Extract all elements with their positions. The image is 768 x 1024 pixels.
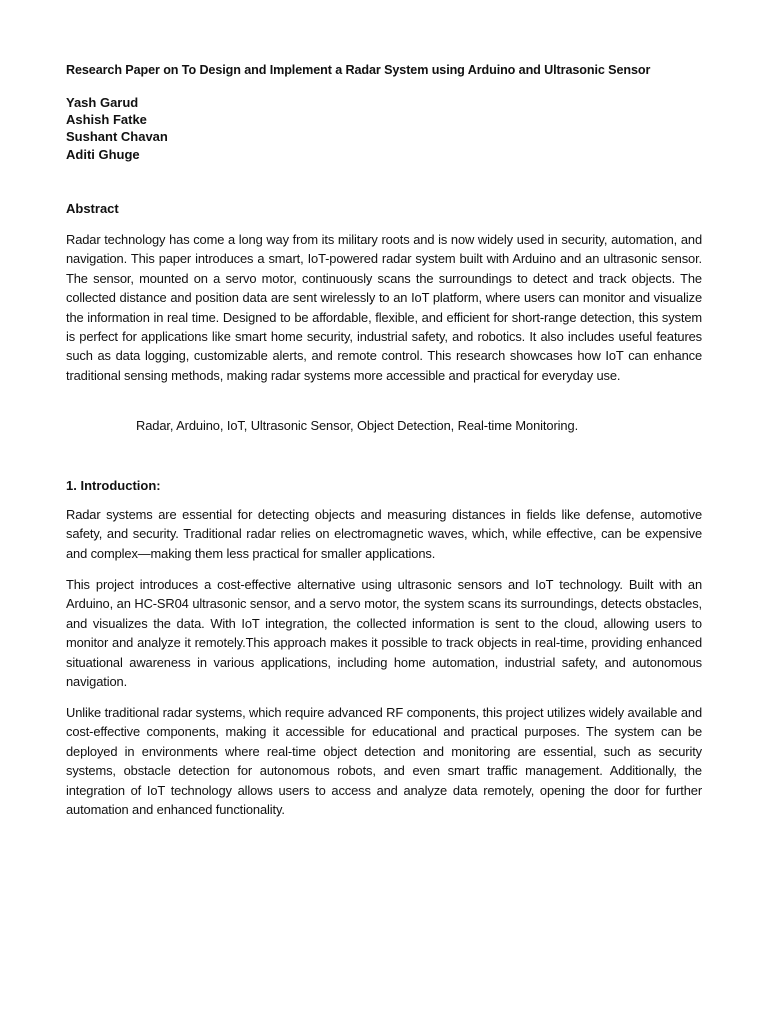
- introduction-paragraph-1: Radar systems are essential for detecting objects and measuring distances in fields like defense, automotive safety, and security. Traditional radar relies on electromagnetic waves, which, while effective, can be expensive and complex—making them less practical for smaller applications.: [66, 507, 702, 561]
- abstract-paragraph: Radar technology has come a long way from its military roots and is now widely used in security, automation, and navigation. This paper introduces a smart, IoT-powered radar system built with Arduino and an ultrasonic sensor. The sensor, mounted on a servo motor, continuously scans the surroundings to detect and track objects. The collected distance and position data are sent wirelessly to an IoT platform, where users can monitor and visualize the information in real time. Designed to be affordable, flexible, and efficient for short-range detection, this system is perfect for applications like smart home security, industrial safety, and robotics. It also includes useful features such as data logging, customizable alerts, and remote control. This research showcases how IoT can enhance traditional sensing methods, making radar systems more accessible and practical for everyday use.: [66, 232, 702, 383]
- paper-title: Research Paper on To Design and Implement a Radar System using Arduino and Ultrasonic Sensor: [66, 63, 651, 77]
- author-name: Ashish Fatke: [66, 112, 147, 128]
- introduction-paragraph-3: Unlike traditional radar systems, which require advanced RF components, this project utilizes widely available and cost-effective components, making it accessible for educational and practical purposes. The system can be deployed in environments where real-time object detection and monitoring are essential, such as security systems, obstacle detection for autonomous robots, and even smart traffic management. Additionally, the integration of IoT technology allows users to access and analyze data remotely, opening the door for further automation and enhanced functionality.: [66, 705, 702, 818]
- author-name: Aditi Ghuge: [66, 146, 140, 162]
- author-name: Sushant Chavan: [66, 129, 168, 145]
- introduction-heading: 1. Introduction:: [66, 478, 161, 493]
- author-list: [66, 94, 168, 163]
- abstract-heading: Abstract: [66, 201, 119, 216]
- keywords-line: Radar, Arduino, IoT, Ultrasonic Sensor, Object Detection, Real-time Monitoring.: [136, 418, 579, 433]
- author-name: Yash Garud: [66, 95, 139, 110]
- introduction-paragraph-2: This project introduces a cost-effective alternative using ultrasonic sensors and IoT technology. Built with an Arduino, an HC-SR04 ultrasonic sensor, and a servo motor, the system scans its surroundings, detects obstacles, and visualizes the data. With IoT integration, the collected information is sent to the cloud, allowing users to monitor and analyze it remotely.This approach makes it possible to track objects in real-time, providing enhanced situational awareness in various applications, including home automation, industrial safety, and autonomous navigation.: [66, 577, 702, 690]
